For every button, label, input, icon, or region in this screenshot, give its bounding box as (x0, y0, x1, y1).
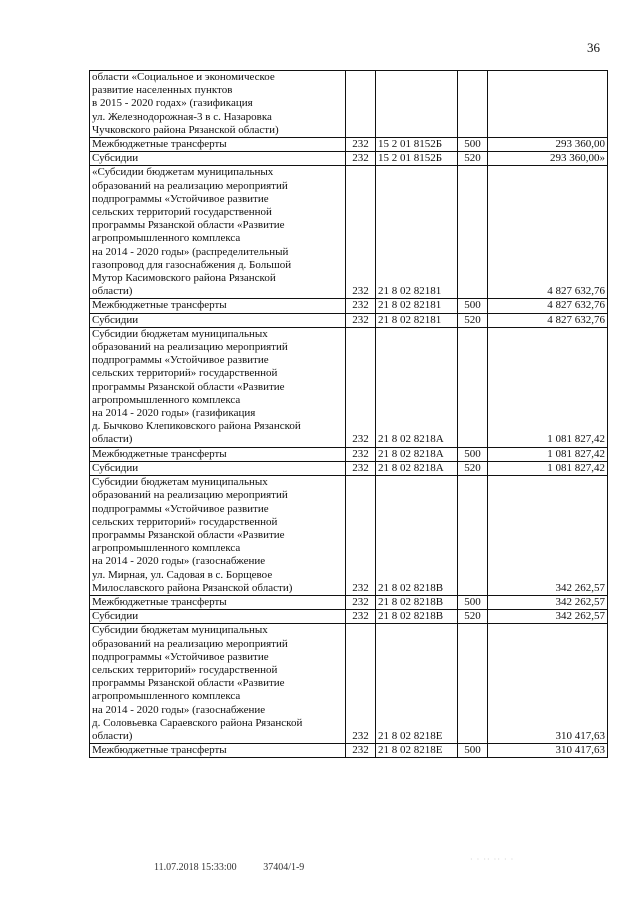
row-description (90, 327, 346, 447)
budget-table-body (90, 71, 608, 758)
document-footer (154, 862, 304, 873)
description-line: агропромышленного комплекса (92, 232, 241, 245)
description-line: образований на реализацию мероприятий (92, 179, 288, 192)
row-target-article (376, 71, 458, 138)
row-grbs-code: 232 (346, 461, 376, 475)
table-row (90, 138, 608, 152)
row-amount: 1 081 827,42 (488, 461, 608, 475)
row-description (90, 71, 346, 138)
table-row (90, 744, 608, 758)
row-amount: 342 262,57 (488, 595, 608, 609)
row-description (90, 610, 346, 624)
description-line: сельских территорий государственной (92, 206, 272, 219)
row-grbs-code: 232 (346, 327, 376, 447)
description-line: ул. Мирная, ул. Садовая в с. Борщевое (92, 568, 273, 581)
row-description (90, 624, 346, 744)
faint-stamp: · · ·· ·· · · (470, 855, 515, 864)
description-line: на 2014 - 2020 годы» (газификация (92, 407, 256, 420)
table-row (90, 461, 608, 475)
description-line: Межбюджетные трансферты (92, 447, 227, 460)
row-target-article: 15 2 01 8152Б (376, 138, 458, 152)
description-line: Межбюджетные трансферты (92, 595, 227, 608)
description-line: подпрограммы «Устойчивое развитие (92, 354, 269, 367)
description-line: подпрограммы «Устойчивое развитие (92, 192, 269, 205)
row-description (90, 313, 346, 327)
description-line: агропромышленного комплекса (92, 542, 241, 555)
row-amount: 342 262,57 (488, 610, 608, 624)
row-target-article: 21 8 02 8218В (376, 476, 458, 596)
row-amount: 293 360,00» (488, 152, 608, 166)
description-line: образований на реализацию мероприятий (92, 637, 288, 650)
page-number: 36 (587, 40, 600, 55)
row-grbs-code: 232 (346, 476, 376, 596)
description-line: образований на реализацию мероприятий (92, 489, 288, 502)
row-amount: 4 827 632,76 (488, 166, 608, 299)
row-grbs-code: 232 (346, 610, 376, 624)
row-description (90, 138, 346, 152)
description-line: программы Рязанской области «Развитие (92, 380, 285, 393)
row-description (90, 595, 346, 609)
description-line: агропромышленного комплекса (92, 690, 241, 703)
description-line: программы Рязанской области «Развитие (92, 528, 285, 541)
row-expense-type: 500 (458, 299, 488, 313)
row-grbs-code (346, 71, 376, 138)
row-target-article: 21 8 02 8218Е (376, 624, 458, 744)
row-description (90, 152, 346, 166)
row-description (90, 299, 346, 313)
table-row (90, 610, 608, 624)
table-row (90, 327, 608, 447)
table-row (90, 166, 608, 299)
row-amount: 4 827 632,76 (488, 299, 608, 313)
description-line: Милославского района Рязанской области) (92, 581, 293, 594)
description-line: подпрограммы «Устойчивое развитие (92, 502, 269, 515)
row-expense-type: 520 (458, 313, 488, 327)
row-expense-type: 520 (458, 461, 488, 475)
description-line: подпрограммы «Устойчивое развитие (92, 650, 269, 663)
row-expense-type: 500 (458, 447, 488, 461)
description-line: Субсидии (92, 152, 139, 165)
table-row (90, 71, 608, 138)
row-target-article: 21 8 02 82181 (376, 313, 458, 327)
description-line: программы Рязанской области «Развитие (92, 677, 285, 690)
row-grbs-code: 232 (346, 447, 376, 461)
row-grbs-code: 232 (346, 166, 376, 299)
row-expense-type: 520 (458, 610, 488, 624)
row-description (90, 166, 346, 299)
description-line: сельских территорий» государственной (92, 663, 278, 676)
row-target-article: 21 8 02 8218А (376, 447, 458, 461)
table-row (90, 447, 608, 461)
row-grbs-code: 232 (346, 624, 376, 744)
description-line: программы Рязанской области «Развитие (92, 219, 285, 232)
footer-document-code: 37404/1-9 (263, 862, 305, 873)
row-grbs-code: 232 (346, 313, 376, 327)
description-line: Межбюджетные трансферты (92, 138, 227, 151)
footer-datetime: 11.07.2018 15:33:00 (154, 862, 237, 873)
row-description (90, 447, 346, 461)
description-line: развитие населенных пунктов (92, 84, 233, 97)
row-amount: 4 827 632,76 (488, 313, 608, 327)
description-line: Мутор Касимовского района Рязанской (92, 272, 276, 285)
row-grbs-code: 232 (346, 299, 376, 313)
description-line: области) (92, 729, 133, 742)
row-target-article: 21 8 02 8218В (376, 610, 458, 624)
description-line: области) (92, 433, 133, 446)
row-expense-type: 520 (458, 152, 488, 166)
row-description (90, 744, 346, 758)
row-expense-type (458, 327, 488, 447)
row-target-article: 21 8 02 82181 (376, 299, 458, 313)
description-line: Субсидии (92, 461, 139, 474)
description-line: Чучковского района Рязанской области) (92, 123, 279, 136)
description-line: Субсидии бюджетам муниципальных (92, 624, 268, 637)
row-grbs-code: 232 (346, 744, 376, 758)
row-expense-type (458, 166, 488, 299)
row-expense-type: 500 (458, 595, 488, 609)
description-line: сельских территорий» государственной (92, 367, 278, 380)
row-expense-type (458, 624, 488, 744)
description-line: в 2015 - 2020 годах» (газификация (92, 97, 253, 110)
row-grbs-code: 232 (346, 138, 376, 152)
description-line: на 2014 - 2020 годы» (распределительный (92, 245, 289, 258)
description-line: сельских территорий» государственной (92, 515, 278, 528)
row-description (90, 476, 346, 596)
description-line: Субсидии (92, 610, 139, 623)
row-expense-type: 500 (458, 744, 488, 758)
table-row (90, 313, 608, 327)
row-description (90, 461, 346, 475)
description-line: на 2014 - 2020 годы» (газоснабжение (92, 555, 266, 568)
description-line: «Субсидии бюджетам муниципальных (92, 166, 274, 179)
row-grbs-code: 232 (346, 595, 376, 609)
description-line: образований на реализацию мероприятий (92, 341, 288, 354)
table-row (90, 595, 608, 609)
row-target-article: 21 8 02 8218Е (376, 744, 458, 758)
description-line: на 2014 - 2020 годы» (газоснабжение (92, 703, 266, 716)
row-amount: 1 081 827,42 (488, 447, 608, 461)
description-line: ул. Железнодорожная-3 в с. Назаровка (92, 110, 272, 123)
description-line: Субсидии бюджетам муниципальных (92, 327, 268, 340)
row-target-article: 21 8 02 82181 (376, 166, 458, 299)
row-target-article: 21 8 02 8218А (376, 461, 458, 475)
row-amount: 1 081 827,42 (488, 327, 608, 447)
description-line: д. Бычково Клепиковского района Рязанской (92, 420, 301, 433)
row-expense-type (458, 476, 488, 596)
row-amount: 342 262,57 (488, 476, 608, 596)
table-row (90, 299, 608, 313)
description-line: газопровод для газоснабжения д. Большой (92, 258, 292, 271)
table-row (90, 624, 608, 744)
description-line: Субсидии (92, 313, 139, 326)
row-target-article: 21 8 02 8218А (376, 327, 458, 447)
row-amount: 293 360,00 (488, 138, 608, 152)
row-target-article: 21 8 02 8218В (376, 595, 458, 609)
row-amount: 310 417,63 (488, 744, 608, 758)
description-line: области «Социальное и экономическое (92, 71, 275, 83)
table-row (90, 152, 608, 166)
row-target-article: 15 2 01 8152Б (376, 152, 458, 166)
description-line: Межбюджетные трансферты (92, 299, 227, 312)
description-line: Субсидии бюджетам муниципальных (92, 476, 268, 489)
description-line: области) (92, 285, 133, 298)
row-expense-type (458, 71, 488, 138)
budget-table (89, 70, 608, 758)
description-line: Межбюджетные трансферты (92, 744, 227, 757)
description-line: д. Соловьевка Сараевского района Рязанской (92, 716, 303, 729)
table-row (90, 476, 608, 596)
description-line: агропромышленного комплекса (92, 393, 241, 406)
row-amount (488, 71, 608, 138)
row-grbs-code: 232 (346, 152, 376, 166)
row-expense-type: 500 (458, 138, 488, 152)
row-amount: 310 417,63 (488, 624, 608, 744)
